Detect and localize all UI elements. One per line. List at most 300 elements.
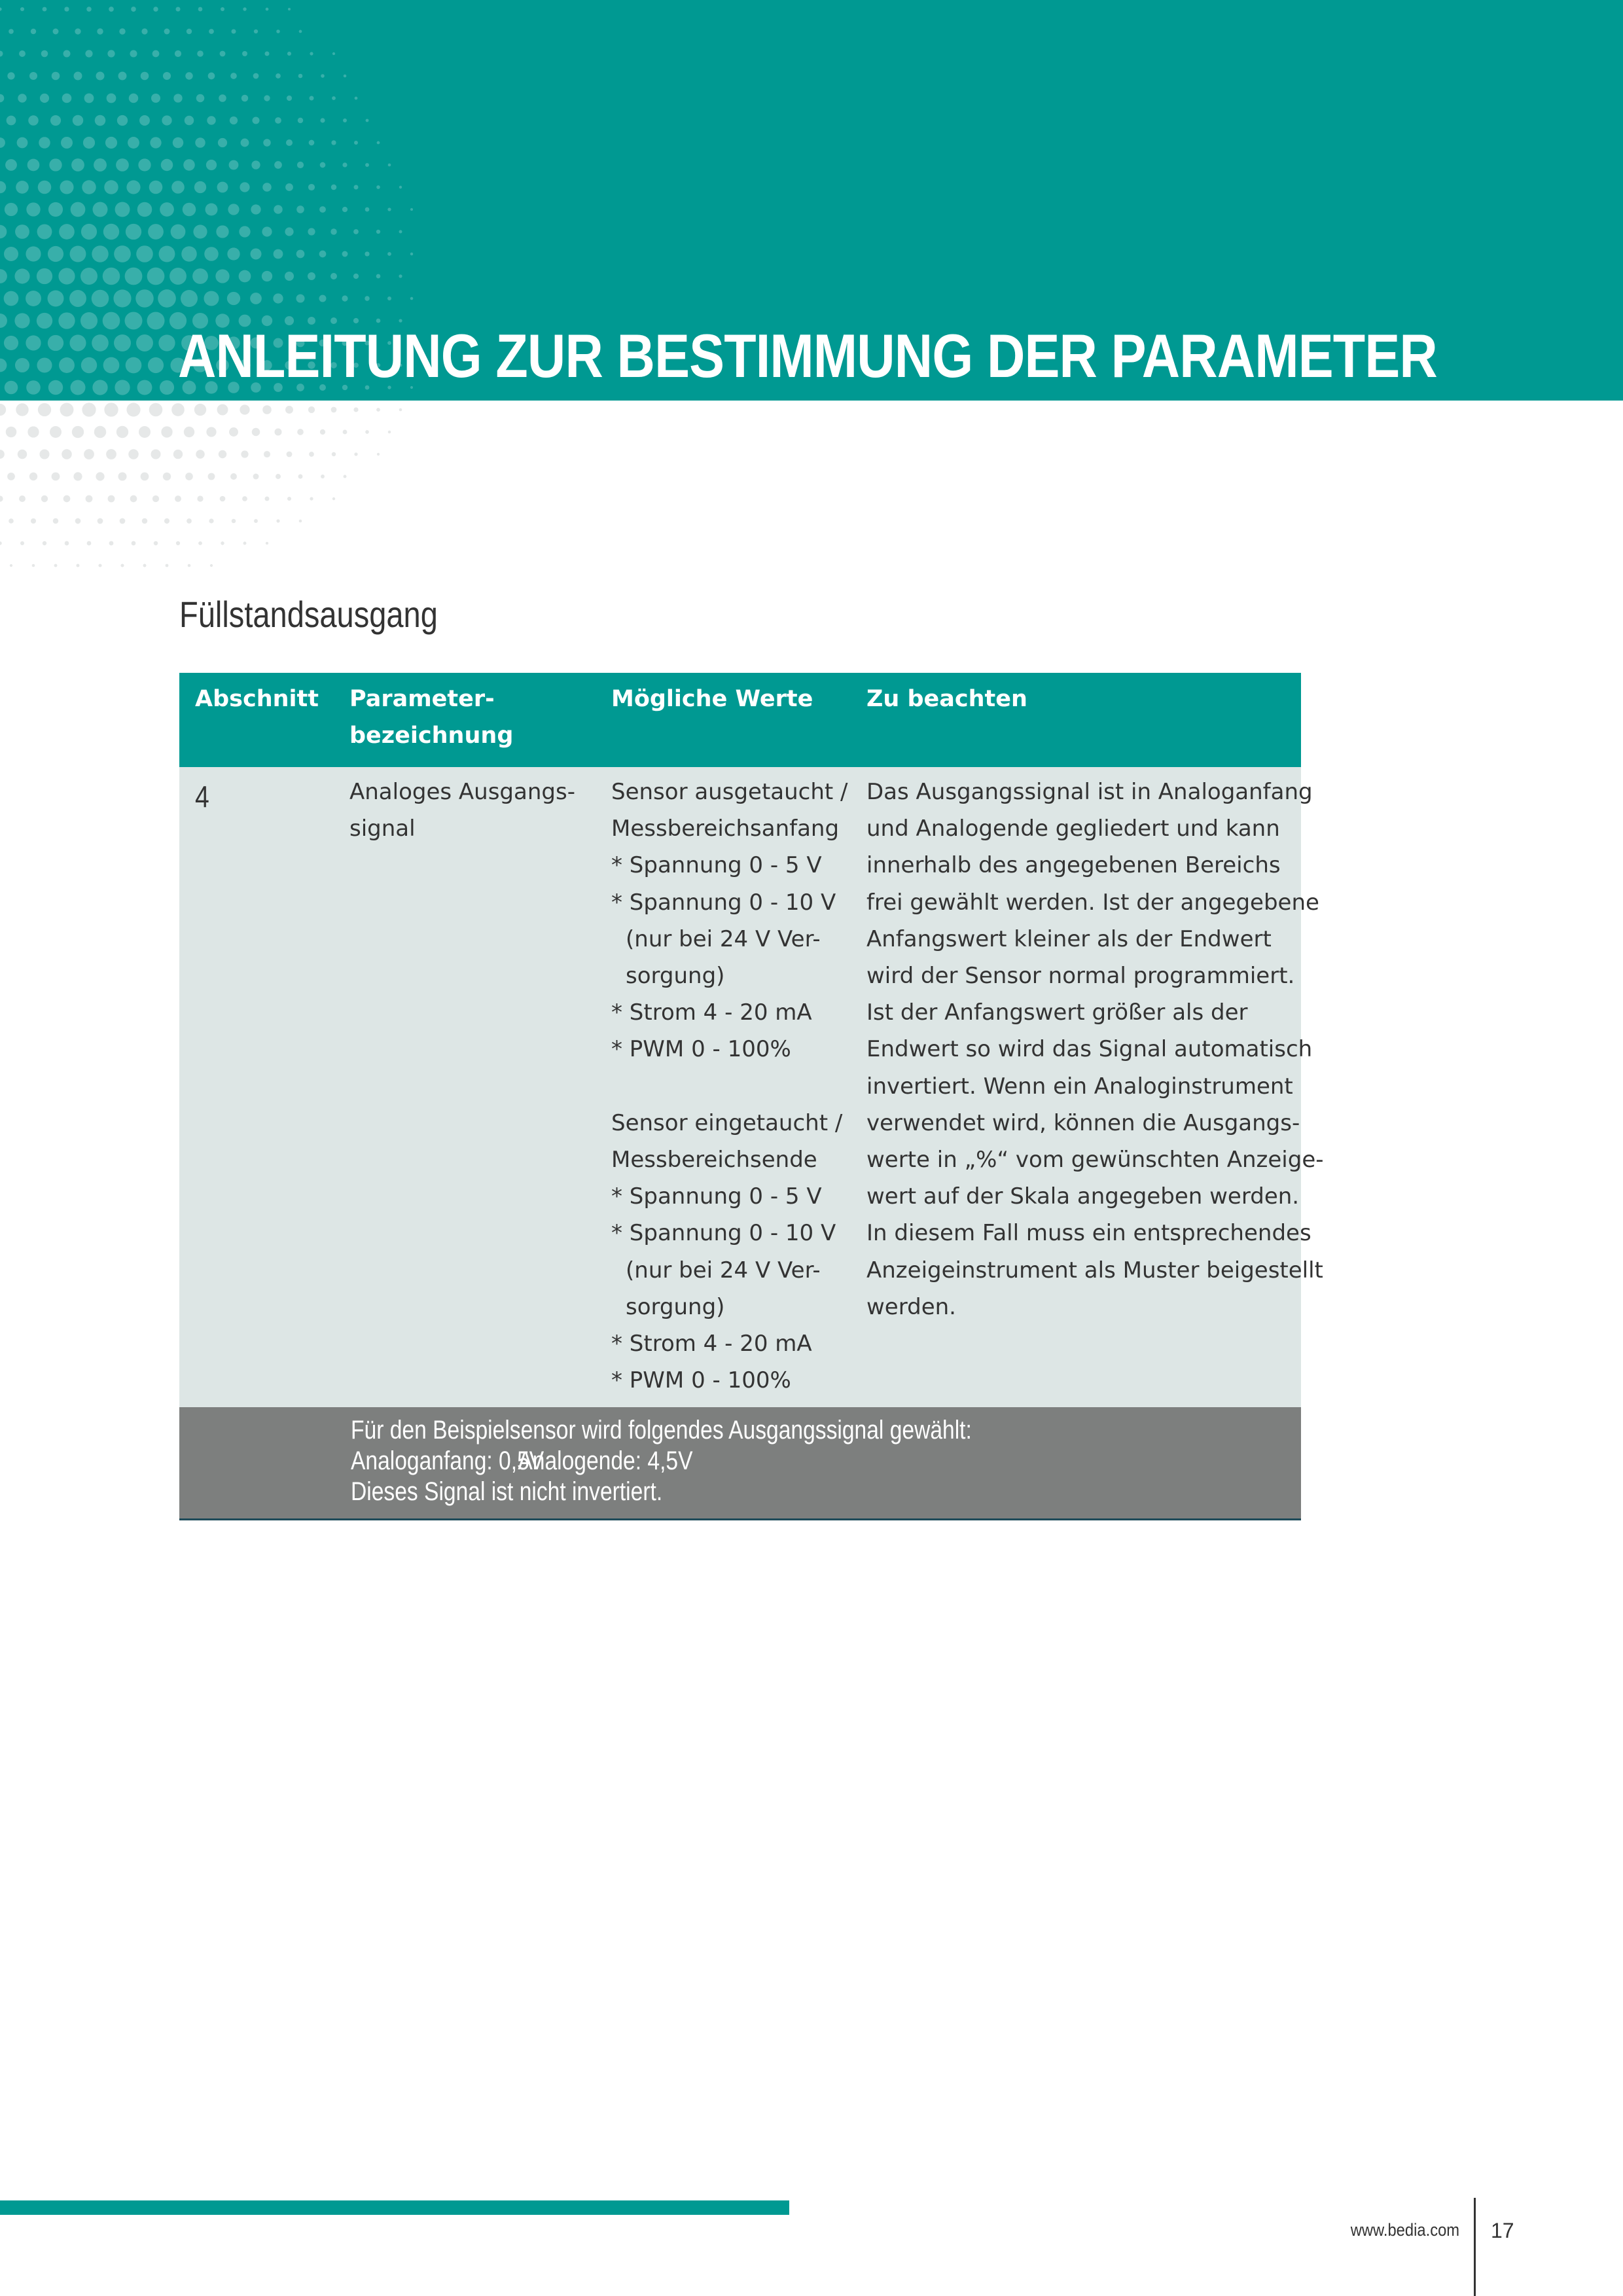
decorative-dot — [365, 207, 370, 212]
decorative-dot — [152, 495, 159, 502]
decorative-dot — [297, 429, 304, 435]
decorative-dot — [103, 357, 120, 374]
decorative-dot — [59, 224, 75, 240]
werte-line: * Spannung 0 - 5 V — [611, 1183, 822, 1210]
decorative-dot — [115, 380, 130, 395]
decorative-dot — [206, 427, 216, 437]
decorative-dot — [86, 7, 92, 12]
decorative-dot — [229, 427, 238, 437]
decorative-dot — [227, 247, 240, 260]
decorative-dot — [19, 495, 26, 502]
decorative-dot — [287, 96, 292, 101]
decorative-dot — [20, 7, 24, 11]
cell-werte — [611, 774, 848, 1399]
decorative-dot — [308, 228, 315, 235]
decorative-dot — [60, 180, 73, 194]
decorative-dot — [27, 159, 40, 171]
decorative-dot — [18, 450, 27, 459]
decorative-dot — [96, 71, 104, 80]
decorative-dot — [266, 8, 269, 11]
decorative-dot — [31, 518, 36, 524]
column-header-werte: Mögliche Werte — [611, 686, 813, 712]
decorative-dot — [171, 224, 186, 240]
decorative-dot — [220, 496, 226, 502]
decorative-dot — [263, 139, 270, 146]
decorative-dot — [264, 451, 270, 457]
decorative-dot — [264, 95, 270, 101]
decorative-dot — [147, 268, 165, 285]
decorative-dot — [240, 182, 249, 192]
decorative-dot — [75, 28, 80, 34]
decorative-dot — [148, 224, 164, 240]
decorative-dot — [296, 250, 305, 259]
decorative-dot — [40, 94, 49, 103]
decorative-dot — [6, 427, 16, 437]
decorative-dot — [209, 29, 214, 34]
decorative-dot — [309, 452, 314, 457]
decorative-dot — [299, 30, 302, 33]
decorative-dot — [217, 404, 228, 416]
decorative-dot — [273, 293, 283, 303]
decorative-dot — [28, 115, 39, 126]
decorative-dot — [97, 28, 103, 34]
decorative-dot — [14, 313, 29, 328]
decorative-dot — [285, 183, 293, 191]
decorative-dot — [81, 224, 97, 240]
decorative-dot — [9, 29, 14, 34]
decorative-dot — [209, 518, 213, 523]
decorative-dot — [103, 268, 120, 285]
decorative-dot — [399, 274, 402, 278]
decorative-dot — [14, 268, 29, 283]
decorative-dot — [377, 453, 380, 456]
decorative-dot — [136, 245, 153, 262]
decorative-dot — [0, 181, 6, 194]
decorative-dot — [48, 246, 63, 262]
decorative-dot — [62, 94, 72, 103]
page-number: 17 — [1491, 2219, 1514, 2242]
decorative-dot — [64, 7, 69, 11]
decorative-dot — [126, 180, 140, 194]
decorative-dot — [193, 224, 207, 238]
decorative-dot — [330, 273, 337, 279]
decorative-dot — [74, 72, 82, 81]
decorative-dot — [148, 357, 164, 373]
werte-line: Sensor eingetaucht / — [611, 1109, 843, 1136]
decorative-dot — [26, 246, 41, 261]
decorative-dot — [344, 475, 347, 478]
decorative-dot — [197, 50, 204, 57]
decorative-dot — [137, 380, 152, 395]
decorative-dot — [9, 518, 14, 524]
decorative-dot — [154, 541, 158, 546]
decorative-dot — [253, 474, 259, 480]
decorative-dot — [0, 495, 3, 501]
decorative-dot — [330, 228, 336, 234]
werte-line: * Spannung 0 - 10 V — [611, 889, 836, 916]
decorative-dot — [84, 449, 94, 459]
decorative-dot — [274, 205, 282, 213]
beachten-line: frei gewählt werden. Ist der angegebene — [866, 889, 1319, 916]
decorative-dot — [104, 403, 118, 416]
decorative-dot — [130, 495, 137, 503]
decorative-dot — [7, 473, 15, 480]
table-row — [179, 767, 1324, 1407]
decorative-dot — [175, 495, 181, 502]
beachten-line: innerhalb des angegebenen Bereichs — [866, 852, 1281, 879]
decorative-dot — [0, 7, 2, 10]
decorative-dot — [221, 7, 224, 11]
footer-divider — [1474, 2198, 1476, 2296]
decorative-dot — [136, 334, 153, 351]
decorative-dot — [38, 181, 52, 194]
decorative-dot — [196, 94, 205, 103]
beachten-line: In diesem Fall muss ein entsprechendes — [866, 1220, 1311, 1247]
decorative-dot — [118, 72, 127, 81]
decorative-dot — [254, 519, 258, 523]
decorative-dot — [166, 564, 169, 567]
decorative-dot — [410, 253, 413, 255]
decorative-dot — [4, 336, 18, 350]
decorative-dot — [141, 28, 147, 34]
werte-line: * Spannung 0 - 10 V — [611, 1220, 836, 1247]
parameter-line: Analoges Ausgangs- — [349, 779, 575, 805]
decorative-dot — [29, 473, 37, 480]
decorative-dot — [75, 518, 81, 524]
decorative-dot — [274, 249, 283, 259]
decorative-dot — [410, 297, 414, 300]
decorative-dot — [264, 51, 269, 56]
decorative-dot — [185, 473, 193, 480]
decorative-dot — [243, 7, 246, 10]
decorative-dot — [126, 357, 142, 374]
decorative-dot — [80, 268, 98, 285]
decorative-dot — [285, 272, 294, 281]
decorative-dot — [377, 141, 380, 145]
decorative-dot — [387, 207, 391, 211]
beachten-line: Das Ausgangssignal ist in Analoganfang — [866, 779, 1313, 805]
footer-accent-bar — [0, 2200, 789, 2215]
decorative-dot — [82, 180, 96, 194]
decorative-dot — [287, 452, 293, 457]
decorative-dot — [115, 202, 130, 217]
decorative-dot — [0, 450, 5, 459]
decorative-dot — [309, 140, 315, 146]
note-analoganfang: Analoganfang: 0,5V — [351, 1446, 544, 1475]
decorative-dot — [39, 449, 49, 459]
decorative-dot — [69, 290, 86, 307]
decorative-dot — [48, 380, 63, 395]
decorative-dot — [0, 94, 4, 103]
decorative-dot — [266, 542, 268, 545]
werte-line: (nur bei 24 V Ver- — [626, 925, 821, 952]
decorative-dot — [239, 226, 250, 237]
decorative-dot — [206, 160, 217, 170]
column-header-parameter-line2: bezeichnung — [349, 723, 514, 749]
decorative-dot — [43, 541, 46, 545]
decorative-dot — [81, 357, 97, 373]
decorative-dot — [251, 204, 260, 214]
decorative-dot — [5, 381, 18, 395]
decorative-dot — [73, 472, 82, 480]
decorative-dot — [71, 202, 86, 217]
decorative-dot — [105, 137, 117, 149]
decorative-dot — [50, 115, 61, 126]
decorative-dot — [171, 181, 185, 194]
decorative-dot — [321, 475, 325, 478]
decorative-dot — [60, 403, 74, 417]
decorative-dot — [26, 380, 41, 395]
decorative-dot — [26, 335, 41, 350]
decorative-dot — [114, 334, 131, 351]
decorative-dot — [114, 245, 131, 262]
decorative-dot — [4, 291, 19, 306]
decorative-dot — [132, 541, 136, 546]
decorative-dot — [63, 495, 71, 503]
decorative-dot — [0, 541, 2, 545]
beachten-line: und Analogende gegliedert und kann — [866, 816, 1280, 842]
beachten-line: werte in „%“ vom gewünschten Anzeige- — [866, 1147, 1324, 1174]
decorative-dot — [274, 428, 281, 435]
werte-line: (nur bei 24 V Ver- — [626, 1257, 821, 1283]
decorative-dot — [163, 473, 171, 480]
decorative-dot — [126, 224, 141, 240]
decorative-dot — [151, 449, 160, 459]
decorative-dot — [162, 115, 171, 125]
decorative-dot — [87, 541, 92, 546]
decorative-dot — [147, 312, 164, 329]
decorative-dot — [151, 94, 160, 103]
decorative-dot — [204, 291, 219, 306]
decorative-dot — [181, 290, 198, 307]
decorative-dot — [71, 158, 84, 171]
decorative-dot — [220, 51, 226, 57]
cell-abschnitt: 4 — [195, 780, 209, 814]
decorative-dot — [376, 185, 380, 189]
decorative-dot — [181, 246, 197, 262]
decorative-dot — [192, 268, 208, 284]
decorative-dot — [98, 518, 103, 524]
decorative-dot — [95, 115, 106, 126]
decorative-dot — [276, 73, 281, 79]
decorative-dot — [171, 403, 185, 416]
beachten-line: Anfangswert kleiner als der Endwert — [866, 925, 1272, 952]
decorative-dot — [286, 139, 293, 146]
decorative-dot — [141, 72, 149, 81]
table-header — [179, 673, 1301, 767]
decorative-dot — [86, 495, 93, 503]
parameter-table — [179, 673, 1324, 1520]
decorative-dot — [164, 29, 170, 35]
decorative-dot — [241, 139, 249, 147]
decorative-dot — [138, 158, 151, 171]
decorative-dot — [19, 50, 26, 57]
decorative-dot — [32, 564, 35, 567]
decorative-dot — [353, 407, 358, 412]
decorative-dot — [15, 224, 29, 239]
decorative-dot — [169, 268, 187, 285]
decorative-dot — [52, 473, 60, 481]
page-title: ANLEITUNG ZUR BESTIMMUNG DER PARAMETER — [178, 321, 1437, 390]
decorative-dot — [0, 225, 7, 239]
decorative-dot — [161, 426, 172, 437]
decorative-dot — [139, 115, 150, 126]
decorative-dot — [18, 94, 26, 102]
decorative-dot — [69, 334, 86, 351]
decorative-dot — [274, 161, 282, 169]
column-header-beachten: Zu beachten — [866, 686, 1027, 712]
decorative-dot — [217, 182, 228, 193]
decorative-dot — [365, 163, 369, 167]
decorative-dot — [160, 380, 174, 395]
decorative-dot — [65, 541, 69, 546]
decorative-dot — [187, 29, 192, 34]
decorative-dot — [250, 248, 261, 259]
decorative-dot — [275, 117, 281, 124]
decorative-dot — [52, 72, 60, 81]
decorative-dot — [176, 541, 180, 545]
decorative-dot — [50, 426, 62, 438]
decorative-dot — [53, 29, 59, 35]
decorative-dot — [129, 94, 138, 103]
decorative-dot — [61, 137, 73, 149]
decorative-dot — [399, 230, 402, 234]
decorative-dot — [120, 564, 124, 567]
decorative-dot — [227, 292, 240, 305]
decorative-dot — [310, 52, 313, 55]
decorative-dot — [143, 564, 146, 567]
decorative-dot — [344, 75, 347, 78]
decorative-dot — [310, 96, 314, 101]
decorative-dot — [130, 50, 137, 57]
decorative-dot — [116, 426, 128, 438]
decorative-dot — [80, 312, 98, 329]
decorative-dot — [332, 52, 335, 55]
decorative-dot — [288, 8, 291, 10]
decorative-dot — [16, 181, 29, 194]
column-header-abschnitt: Abschnitt — [195, 686, 319, 712]
decorative-dot — [388, 164, 391, 167]
decorative-dot — [196, 450, 204, 458]
decorative-dot — [243, 542, 247, 545]
parameter-line: signal — [349, 816, 416, 842]
decorative-dot — [107, 50, 115, 57]
decorative-dot — [287, 52, 291, 56]
werte-spacer — [611, 1068, 848, 1105]
decorative-dot — [0, 359, 7, 372]
decorative-dot — [221, 541, 224, 545]
beachten-line: wird der Sensor normal programmiert. — [866, 963, 1295, 990]
cell-parameter — [349, 774, 575, 847]
werte-line: * PWM 0 - 100% — [611, 1367, 791, 1394]
decorative-dot — [173, 450, 183, 459]
decorative-dot — [107, 94, 116, 103]
decorative-dot — [331, 407, 337, 413]
example-note — [351, 1415, 972, 1507]
decorative-dot — [54, 564, 58, 567]
decorative-dot — [387, 296, 391, 300]
decorative-dot — [58, 312, 75, 329]
decorative-dot — [183, 203, 196, 217]
decorative-dot — [39, 137, 50, 149]
beachten-line: Anzeigeinstrument als Muster beigestellt — [866, 1257, 1323, 1283]
decorative-dot — [354, 141, 358, 145]
decorative-dot — [366, 119, 369, 122]
decorative-dot — [53, 518, 58, 524]
decorative-dot — [353, 185, 358, 189]
decorative-dot — [5, 159, 17, 171]
decorative-dot — [321, 74, 325, 78]
decorative-dot — [26, 291, 41, 306]
decorative-dot — [320, 162, 326, 168]
footer-url: www.bedia.com — [1350, 2220, 1459, 2240]
decorative-dot — [93, 202, 108, 217]
werte-line: sorgung) — [626, 963, 725, 990]
decorative-dot — [298, 475, 303, 479]
decorative-dot — [207, 116, 215, 124]
decorative-dot — [354, 452, 357, 456]
decorative-dot — [297, 162, 304, 168]
decorative-dot — [253, 73, 259, 79]
decorative-dot — [331, 140, 336, 145]
decorative-dot — [73, 115, 83, 126]
decorative-dot — [37, 268, 52, 284]
decorative-dot — [231, 29, 236, 33]
decorative-dot — [210, 564, 213, 567]
decorative-dot — [241, 450, 248, 457]
decorative-dot — [38, 403, 51, 416]
decorative-dot — [262, 405, 272, 414]
column-header-parameter-line1: Parameter- — [349, 686, 495, 712]
decorative-dot — [308, 406, 315, 413]
decorative-dot — [120, 518, 126, 524]
decorative-dot — [387, 252, 391, 256]
decorative-dot — [37, 313, 52, 329]
decorative-dot — [262, 183, 272, 192]
decorative-dot — [109, 7, 114, 12]
decorative-dot — [239, 270, 251, 283]
decorative-dot — [343, 430, 348, 435]
decorative-dot — [92, 334, 109, 351]
decorative-dot — [319, 251, 327, 258]
decorative-dot — [142, 518, 147, 524]
decorative-dot — [332, 96, 336, 100]
decorative-dot — [194, 404, 206, 416]
decorative-dot — [158, 334, 175, 351]
decorative-dot — [276, 474, 281, 479]
decorative-dot — [43, 7, 47, 12]
decorative-dot — [410, 208, 413, 211]
decorative-dot — [116, 158, 129, 171]
decorative-dot — [228, 204, 239, 215]
column-header-parameter — [349, 681, 513, 754]
decorative-dot — [175, 50, 181, 57]
decorative-dot — [343, 118, 347, 122]
decorative-dot — [262, 271, 272, 281]
werte-line: * PWM 0 - 100% — [611, 1036, 791, 1063]
decorative-dot — [232, 519, 236, 524]
beachten-line: verwendet wird, können die Ausgangs- — [866, 1109, 1300, 1136]
decorative-dot — [353, 229, 359, 234]
note-analogende: Analogende: 4,5V — [518, 1446, 693, 1475]
decorative-dot — [119, 28, 125, 34]
decorative-dot — [198, 7, 203, 12]
decorative-dot — [376, 230, 380, 234]
decorative-dot — [160, 202, 174, 217]
decorative-dot — [299, 520, 302, 523]
decorative-dot — [70, 380, 85, 395]
decorative-dot — [204, 247, 219, 261]
